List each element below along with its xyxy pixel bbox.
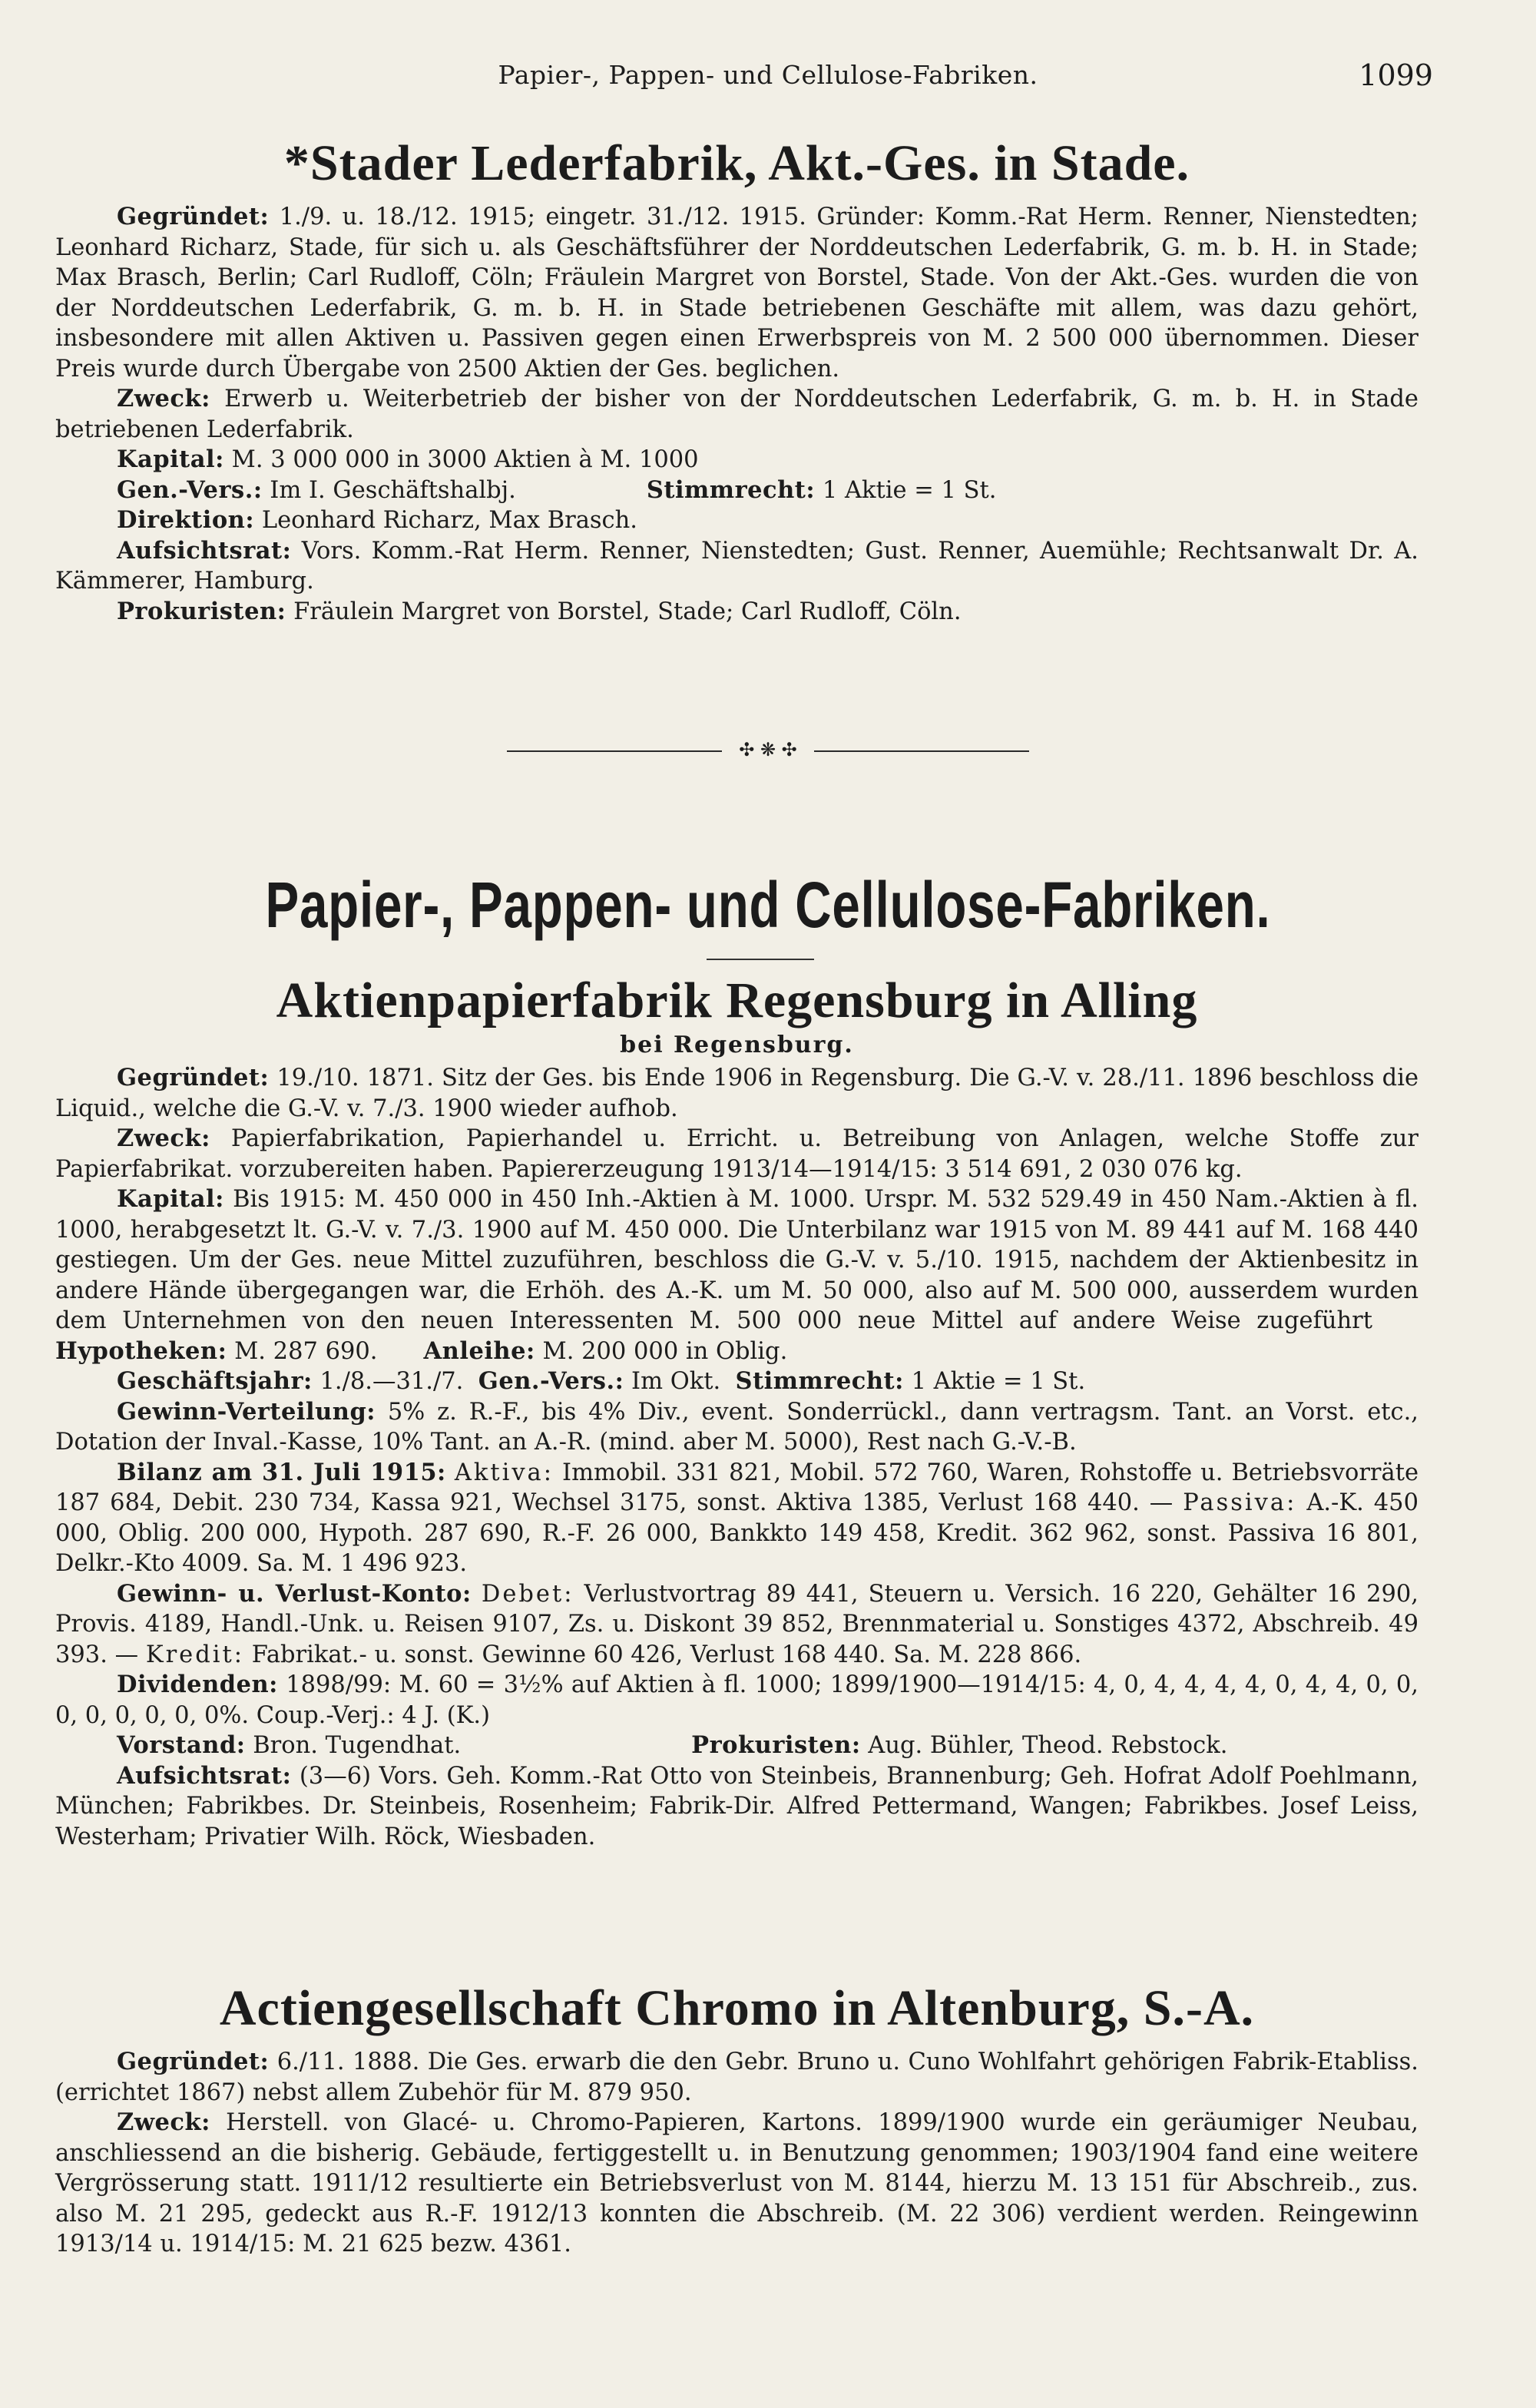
divider-line-left: [507, 750, 722, 752]
regensburg-geschaeftsjahr: [55, 1366, 1418, 1397]
divider-ornament-icon: ✣ ❋ ✣: [739, 739, 797, 760]
entry-regensburg: [55, 974, 1418, 1852]
text-gegruendet: 1./9. u. 18./12. 1915; eingetr. 31./12. 1915. Gründer: Komm.-Rat Herm. Renner, Nienstedten; Leonhard Richarz, Stade, für sich u. als Geschäftsführer der Norddeutschen Lederfabrik, G. m. b. H. in Stade; Max Brasch, Berlin; Carl Rudloff, Cöln; Fräulein Margret von Borstel, Stade. Von der Akt.-Ges. wurden die von der Norddeutschen Lederfabrik, G. m. b. H. in Stade betriebenen Geschäfte mit allem, was dazu gehört, insbesondere mit allen Aktiven u. Passiven gegen einen Erwerbspreis von M. 2 500 000 übernommen. Dieser Preis wurde durch Übergabe von 2500 Aktien der Ges. beglichen.: [55, 204, 1418, 383]
label-hypotheken: Hypotheken:: [55, 1336, 227, 1365]
running-head: [0, 60, 1536, 106]
text-geschaeftsjahr: 1./8.—31./7.: [319, 1368, 464, 1396]
label-bilanz: Bilanz am 31. Juli 1915:: [117, 1458, 446, 1486]
text-hypotheken: M. 287 690.: [234, 1337, 378, 1365]
ornamental-divider: [492, 739, 1044, 760]
text-genvers: Im Okt.: [631, 1368, 721, 1396]
text-dividenden: 1898/99: M. 60 = 3½% auf Aktien à fl. 1000; 1899/1900—1914/15: 4, 0, 4, 4, 4, 4, 0, 4, 4, 0, 0, 0, 0, 0, 0, 0, 0%. Coup.-Verj.: 4 J. (K.): [55, 1671, 1418, 1729]
label-direktion: Direktion:: [117, 506, 255, 535]
text-debet: Verlustvortrag 89 441, Steuern u. Versich. 16 220, Gehälter 16 290, Provis. 4189, Handl.-Unk. u. Reisen 9107, Zs. u. Diskont 39 852, Brennmaterial u. Sonstiges 4372, Abschreib. 49 393. —: [55, 1580, 1419, 1668]
regensburg-gegruendet: [55, 1063, 1418, 1124]
regensburg-dividenden: [55, 1670, 1418, 1731]
running-head-title: Papier-, Pappen- und Cellulose-Fabriken.: [498, 60, 1038, 90]
regensburg-vorstand: [55, 1731, 1418, 1761]
label-aktiva: Aktiva:: [454, 1459, 554, 1486]
text-kapital: M. 3 000 000 in 3000 Aktien à M. 1000: [231, 446, 699, 474]
label-zweck: Zweck:: [117, 2108, 210, 2137]
text-stimmrecht: 1 Aktie = 1 St.: [822, 476, 997, 504]
label-aufsichtsrat: Aufsichtsrat:: [117, 1761, 292, 1790]
stader-prokuristen: [55, 597, 1418, 628]
regensburg-guv: [55, 1579, 1418, 1671]
text-aufsichtsrat: (3—6) Vors. Geh. Komm.-Rat Otto von Steinbeis, Brannenburg; Geh. Hofrat Adolf Poehlmann, München; Fabrikbes. Dr. Steinbeis, Rosenheim; Fabrik-Dir. Alfred Pettermand, Wangen; Fabrikbes. Josef Leiss, Westerham; Privatier Wilh. Röck, Wiesbaden.: [55, 1762, 1418, 1850]
text-passiva: A.-K. 450 000, Oblig. 200 000, Hypoth. 287 690, R.-F. 26 000, Bankkto 149 458, Kredit. 362 962, sonst. Passiva 16 801, Delkr.-Kto 4009. Sa. M. 1 496 923.: [55, 1489, 1418, 1578]
stader-direktion: [55, 505, 1418, 536]
label-stimmrecht: Stimmrecht:: [735, 1367, 904, 1396]
label-prokuristen: Prokuristen:: [691, 1731, 861, 1760]
text-prokuristen: Fräulein Margret von Borstel, Stade; Carl Rudloff, Cöln.: [293, 598, 962, 625]
text-aktiva: Immobil. 331 821, Mobil. 572 760, Waren, Rohstoffe u. Betriebsvorräte 187 684, Debit. 230 734, Kassa 921, Wechsel 3175, sonst. Aktiva 1385, Verlust 168 440. —: [55, 1459, 1418, 1517]
text-aufsichtsrat: Vors. Komm.-Rat Herm. Renner, Nienstedten; Gust. Renner, Auemühle; Rechtsanwalt Dr. A. Kämmerer, Hamburg.: [55, 537, 1418, 595]
regensburg-kapital: [55, 1184, 1418, 1366]
entry-subtitle-regensburg: bei Regensburg.: [620, 1032, 854, 1059]
label-dividenden: Dividenden:: [117, 1671, 278, 1699]
section-title-rule: [707, 959, 814, 960]
label-debet: Debet:: [481, 1580, 574, 1608]
text-kapital: Bis 1915: M. 450 000 in 450 Inh.-Aktien à M. 1000. Urspr. M. 532 529.49 in 450 Nam.-Aktien à fl. 1000, herabgesetzt lt. G.-V. v. 7./3. 1900 auf M. 450 000. Die Unterbilanz war 1915 von M. 89 441 auf M. 168 440 gestiegen. Um der Ges. neue Mittel zuzuführen, beschloss die G.-V. v. 5./10. 1915, nachdem der Aktienbesitz in andere Hände übergegangen war, die Erhöh. des A.-K. um M. 50 000, also auf M. 500 000, ausserdem wurden dem Unternehmen von den neuen Interessenten M. 500 000 neue Mittel auf andere Weise zugeführt: [55, 1186, 1418, 1335]
label-gegruendet: Gegründet:: [117, 203, 270, 231]
label-anleihe: Anleihe:: [423, 1336, 535, 1365]
entry-altenburg: [55, 1982, 1418, 2260]
text-stimmrecht: 1 Aktie = 1 St.: [911, 1368, 1086, 1396]
stader-kapital: [55, 445, 1418, 475]
regensburg-zweck: [55, 1124, 1418, 1184]
altenburg-zweck: [55, 2108, 1418, 2260]
stader-aufsichtsrat: [55, 536, 1418, 597]
text-prokuristen: Aug. Bühler, Theod. Rebstock.: [868, 1732, 1228, 1760]
label-aufsichtsrat: Aufsichtsrat:: [117, 536, 292, 565]
text-gegruendet: 6./11. 1888. Die Ges. erwarb die den Gebr. Bruno u. Cuno Wohlfahrt gehörigen Fabrik-Etabliss. (errichtet 1867) nebst allem Zubehör für M. 879 950.: [55, 2049, 1418, 2106]
label-kapital: Kapital:: [117, 445, 224, 474]
text-zweck: Papierfabrikation, Papierhandel u. Erricht. u. Betreibung von Anlagen, welche Stoffe zur Papierfabrikat. vorzubereiten haben. Papiererzeugung 1913/14—1914/15: 3 514 691, 2 030 076 kg.: [55, 1125, 1419, 1183]
section-title: Papier-, Pappen- und Cellulose-Fabriken.: [265, 869, 1271, 941]
entry-stader: [55, 137, 1418, 627]
label-genvers: Gen.-Vers.:: [117, 475, 263, 504]
label-gegruendet: Gegründet:: [117, 2048, 270, 2076]
label-gewinnverteilung: Gewinn-Verteilung:: [117, 1397, 376, 1426]
label-vorstand: Vorstand:: [117, 1731, 246, 1760]
regensburg-gewinnverteilung: [55, 1397, 1418, 1458]
text-direktion: Leonhard Richarz, Max Brasch.: [261, 507, 637, 535]
divider-line-right: [814, 750, 1029, 752]
label-kapital: Kapital:: [117, 1185, 224, 1214]
label-stimmrecht: Stimmrecht:: [646, 475, 816, 504]
label-prokuristen: Prokuristen:: [117, 597, 286, 625]
label-zweck: Zweck:: [117, 385, 210, 413]
altenburg-gegruendet: [55, 2047, 1418, 2108]
text-vorstand: Bron. Tugendhat.: [253, 1732, 462, 1760]
text-kredit: Fabrikat.- u. sonst. Gewinne 60 426, Verlust 168 440. Sa. M. 228 866.: [251, 1641, 1082, 1668]
text-gewinnverteilung: 5% z. R.-F., bis 4% Div., event. Sonderrückl., dann vertragsm. Tant. an Vorst. etc., Dotation der Inval.-Kasse, 10% Tant. an A.-R. (mind. aber M. 5000), Rest nach G.-V.-B.: [55, 1398, 1418, 1456]
entry-title-altenburg: Actiengesellschaft Chromo in Altenburg, S.-A.: [219, 1980, 1255, 2036]
entry-title-regensburg: Aktienpapierfabrik Regensburg in Alling: [276, 972, 1198, 1028]
label-passiva: Passiva:: [1183, 1489, 1297, 1517]
label-zweck: Zweck:: [117, 1125, 210, 1153]
label-gegruendet: Gegründet:: [117, 1064, 270, 1092]
page-number: 1099: [1359, 58, 1433, 92]
label-kredit: Kredit:: [145, 1641, 245, 1668]
stader-genvers: [55, 475, 1418, 506]
text-genvers: Im I. Geschäftshalbj.: [270, 476, 516, 504]
label-geschaeftsjahr: Geschäftsjahr:: [117, 1367, 313, 1396]
entry-title-stader: *Stader Lederfabrik, Akt.-Ges. in Stade.: [283, 135, 1190, 191]
stader-gegruendet: [55, 202, 1418, 384]
label-guv: Gewinn- u. Verlust-Konto:: [117, 1579, 472, 1608]
text-zweck: Erwerb u. Weiterbetrieb der bisher von der Norddeutschen Lederfabrik, G. m. b. H. in Stade betriebenen Lederfabrik.: [55, 386, 1418, 443]
regensburg-aufsichtsrat: [55, 1761, 1418, 1853]
text-gegruendet: 19./10. 1871. Sitz der Ges. bis Ende 1906 in Regensburg. Die G.-V. v. 28./11. 1896 beschloss die Liquid., welche die G.-V. v. 7./3. 1900 wieder aufhob.: [55, 1065, 1419, 1122]
label-genvers: Gen.-Vers.:: [478, 1367, 624, 1396]
regensburg-bilanz: [55, 1458, 1418, 1579]
text-zweck: Herstell. von Glacé- u. Chromo-Papieren, Kartons. 1899/1900 wurde ein geräumiger Neubau, anschliessend an die bisherig. Gebäude, fertiggestellt u. in Benutzung genommen; 1903/1904 fand eine weitere Vergrösserung statt. 1911/12 resultierte ein Betriebsverlust von M. 8144, hierzu M. 13 151 für Abschreib., zus. also M. 21 295, gedeckt aus R.-F. 1912/13 konnten die Abschreib. (M. 22 306) verdient werden. Reingewinn 1913/14 u. 1914/15: M. 21 625 bezw. 4361.: [55, 2109, 1418, 2258]
stader-zweck: [55, 384, 1418, 445]
text-anleihe: M. 200 000 in Oblig.: [542, 1337, 788, 1365]
